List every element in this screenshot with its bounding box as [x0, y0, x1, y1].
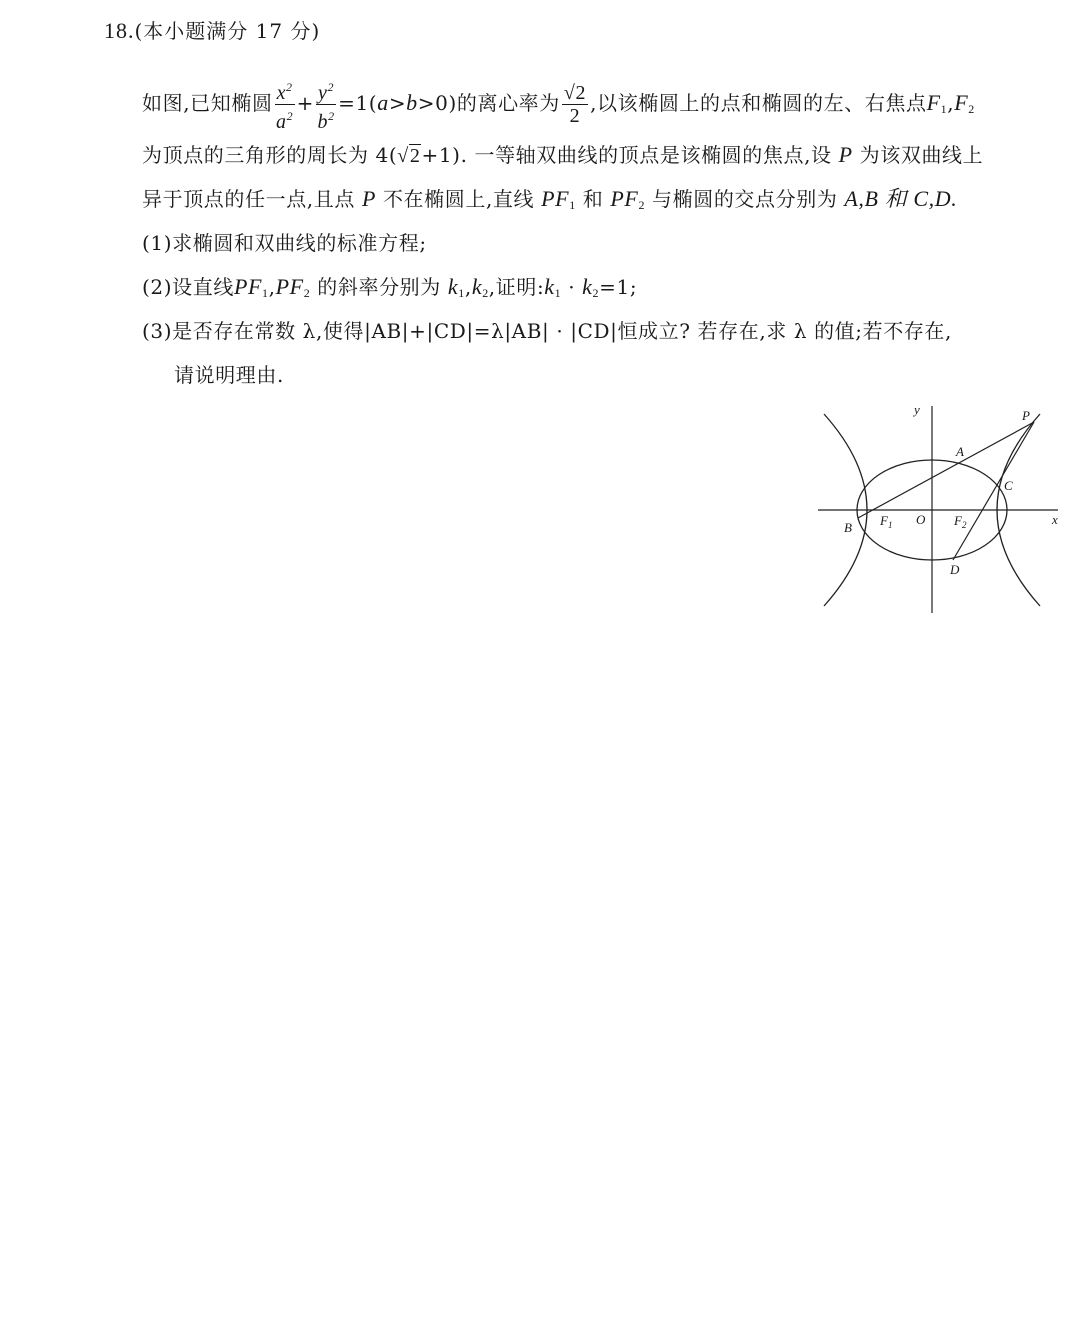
var-y: y [318, 82, 328, 104]
text-segment: 为该双曲线上 [859, 143, 984, 167]
exponent: 2 [286, 80, 293, 94]
text-segment: > [388, 91, 407, 115]
exponent: 2 [327, 80, 335, 94]
ecc-denominator: 2 [569, 105, 581, 127]
var-a: a [276, 111, 287, 133]
text-segment: 如图,已知椭圆 [142, 91, 273, 115]
var-F: F [624, 186, 639, 211]
text-segment: 异于顶点的任一点,且点 [142, 187, 355, 211]
subscript: 2 [968, 102, 975, 116]
subscript: 1 [554, 286, 562, 300]
text-segment: ,以该椭圆上的点和椭圆的左、右焦点 [590, 91, 927, 115]
figure-svg [810, 398, 1070, 618]
question-score: (本小题满分 17 分) [134, 19, 321, 43]
label-P: P [1022, 408, 1030, 423]
text-segment: =1; [599, 275, 638, 299]
label-F1-sub: 1 [887, 520, 893, 530]
text-segment: , [268, 275, 276, 299]
text-segment: (2)设直线 [142, 275, 234, 299]
var-F: F [954, 90, 969, 115]
label-y: y [914, 402, 920, 417]
text-segment: +1). 一等轴双曲线的顶点是该椭圆的焦点,设 [421, 143, 832, 167]
label-F2 [953, 513, 967, 530]
var-P: P [233, 274, 248, 299]
var-b: b [406, 90, 418, 115]
var-k: k [471, 274, 483, 299]
var-P: P [541, 186, 556, 211]
fraction-eccentricity [562, 82, 588, 127]
subquestion-3 [142, 314, 952, 348]
var-F: F [247, 274, 263, 299]
var-P: P [610, 186, 625, 211]
text-segment: 和 [582, 187, 604, 211]
subquestion-1 [142, 226, 427, 260]
text-segment: =1( [338, 91, 378, 115]
subscript: 1 [262, 286, 269, 300]
text-segment: 为顶点的三角形的周长为 4( [142, 143, 398, 167]
var-F: F [555, 186, 570, 211]
var-P: P [275, 274, 290, 299]
var-k: k [544, 274, 555, 299]
fraction-y2-b2 [316, 76, 336, 133]
subquestion-1-text: (1)求椭圆和双曲线的标准方程; [142, 231, 427, 255]
text-segment: >0)的离心率为 [417, 91, 560, 115]
subscript: 2 [303, 286, 311, 300]
fraction-x2-a2 [275, 76, 295, 133]
var-F: F [289, 274, 304, 299]
subscript: 1 [458, 286, 465, 300]
var-b: b [317, 111, 329, 133]
line-PF1 [858, 422, 1034, 518]
radicand: 2 [409, 145, 421, 167]
subquestion-3-continued [174, 358, 284, 392]
label-B: B [844, 520, 852, 535]
var-x: x [276, 82, 287, 104]
label-A: A [956, 444, 964, 459]
label-F2-letter: F [954, 513, 962, 528]
text-segment: , [947, 91, 955, 115]
text-segment: 的斜率分别为 [317, 275, 441, 299]
var-k: k [582, 274, 593, 299]
subscript: 2 [482, 286, 489, 300]
problem-line-2 [142, 138, 983, 173]
label-x: x [1052, 512, 1058, 527]
subquestion-3-text-2: 请说明理由. [174, 363, 284, 387]
label-O: O [916, 512, 926, 527]
label-F1 [879, 513, 892, 530]
text-segment: , [464, 275, 472, 299]
text-segment: 不在椭圆上,直线 [382, 187, 535, 211]
subquestion-3-text: (3)是否存在常数 λ,使得|AB|+|CD|=λ|AB| · |CD|恒成立? 若存在,求 λ 的值;若不存在, [142, 319, 952, 343]
label-F2-sub: 2 [961, 520, 967, 530]
subquestion-2 [142, 270, 637, 310]
dot-operator: · [561, 275, 583, 299]
subscript: 1 [940, 102, 948, 116]
plus-sign: + [296, 91, 315, 115]
var-k: k [447, 274, 459, 299]
label-D: D [950, 562, 960, 577]
question-header [104, 14, 320, 48]
points-list: A,B 和 C,D. [844, 186, 958, 211]
problem-line-3 [142, 182, 957, 222]
var-a: a [377, 90, 389, 115]
subscript: 2 [638, 198, 646, 212]
sqrt-2: √2 [397, 145, 421, 167]
text-segment: ,证明: [488, 275, 545, 299]
subscript: 1 [569, 198, 576, 212]
ellipse-hyperbola-figure [810, 398, 1070, 618]
exponent: 2 [328, 109, 335, 123]
label-C: C [1004, 478, 1013, 493]
var-P: P [838, 142, 853, 167]
problem-line-1 [142, 76, 975, 133]
question-number: 18. [104, 18, 135, 43]
label-F1-letter: F [880, 513, 888, 528]
exponent: 2 [286, 109, 294, 123]
ecc-numerator: √2 [563, 82, 587, 104]
var-F: F [926, 90, 941, 115]
subscript: 2 [592, 286, 600, 300]
var-P: P [361, 186, 376, 211]
text-segment: 与椭圆的交点分别为 [652, 187, 838, 211]
